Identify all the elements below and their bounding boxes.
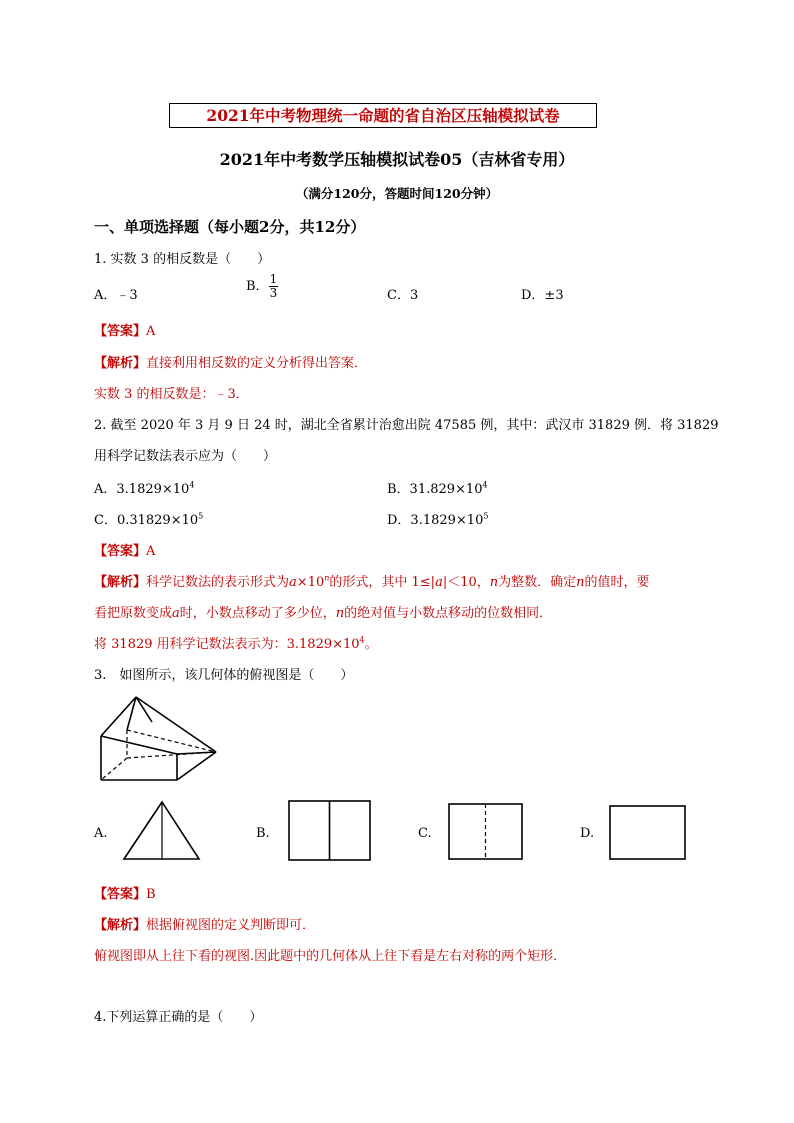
q1-result: 实数 3 的相反数是：﹣3． — [94, 387, 249, 402]
q3-option-a-triangle — [122, 800, 202, 862]
q2-result-base: 将 31829 用科学记数法表示为：3.1829×10 — [94, 637, 360, 652]
q2-option-a-exp: 4 — [189, 480, 195, 490]
q2-analysis-p2: 的形式，其中 1≤| — [329, 575, 436, 590]
q1-option-c: C．3 — [387, 288, 419, 303]
q3-answer — [94, 883, 156, 902]
q3-result: 俯视图即从上往下看的视图.因此题中的几何体从上往下看是左右对称的两个矩形． — [94, 949, 567, 964]
q2-var-a-abs: a — [435, 575, 443, 590]
q2-option-d-base: D．3.1829×10 — [387, 513, 484, 528]
q3-option-a-label: A. — [94, 826, 108, 841]
prism-figure — [96, 694, 221, 784]
analysis-tag: 【解析】 — [94, 575, 147, 590]
analysis-tag: 【解析】 — [94, 918, 147, 933]
q3-option-d-label: D. — [580, 826, 595, 841]
q2-analysis-line1 — [94, 571, 650, 590]
q2-option-c — [94, 509, 203, 528]
q1-option-b-denominator: 3 — [269, 286, 278, 300]
q2-analysis-line2-p2: 时，小数点移动了多少位， — [179, 606, 336, 621]
q2-analysis-line2-p1: 看把原数变成 — [94, 606, 173, 621]
paper-subtitle: （满分120分，答题时间120分钟） — [295, 186, 499, 201]
q2-var-n: n — [489, 575, 499, 590]
q2-result — [94, 633, 378, 652]
q2-result-end: 。 — [364, 637, 378, 652]
q3-option-b-label: B. — [256, 826, 270, 841]
q2-analysis-p1: 科学记数法的表示形式为 — [146, 575, 290, 590]
q3-analysis-text: 根据俯视图的定义判断即可． — [146, 918, 316, 933]
q1-answer-value: A — [146, 324, 156, 339]
q1-option-b-prefix: B． — [246, 279, 269, 294]
q2-option-c-base: C．0.31829×10 — [94, 513, 199, 528]
answer-tag: 【答案】 — [94, 544, 147, 559]
q3-stem: 3. 如图所示，该几何体的俯视图是（ ） — [94, 668, 354, 683]
q1-stem: 1. 实数 3 的相反数是（ ） — [94, 252, 271, 267]
q3-option-c-rectangle-dashed — [448, 803, 524, 861]
analysis-tag: 【解析】 — [94, 356, 147, 371]
q2-analysis-p5: 的值时，要 — [584, 575, 650, 590]
q1-analysis — [94, 352, 367, 371]
q2-analysis-p3: |＜10， — [442, 575, 490, 590]
q2-var-a-2: a — [172, 606, 180, 621]
q2-option-d-exp: 5 — [483, 511, 489, 521]
section-heading: 一、单项选择题（每小题2分，共12分） — [94, 218, 366, 236]
q3-analysis — [94, 914, 315, 933]
q3-option-d-rectangle — [609, 805, 687, 861]
q1-option-b-fraction — [269, 273, 279, 300]
q1-option-b — [246, 273, 278, 300]
q2-option-c-exp: 5 — [198, 511, 204, 521]
q2-option-b-exp: 4 — [482, 480, 488, 490]
q2-analysis-line2-p3: 的绝对值与小数点移动的位数相同． — [344, 606, 553, 621]
q3-option-b-rectangles — [288, 800, 372, 862]
q2-option-b — [387, 478, 488, 497]
q1-option-d: D．±3 — [521, 288, 564, 303]
q2-stem-line1: 2. 截至 2020 年 3 月 9 日 24 时，湖北全省累计治愈出院 47585 例，其中：武汉市 31829 例．将 31829 — [94, 418, 719, 433]
q2-analysis-times: ×10 — [296, 575, 325, 590]
q2-result-exp: 4 — [359, 635, 365, 645]
q2-var-n-exp: n — [324, 573, 330, 583]
q2-option-b-base: B．31.829×10 — [387, 482, 483, 497]
q1-answer — [94, 320, 155, 339]
q1-option-a: A．﹣3 — [94, 288, 138, 303]
q3-answer-value: B — [146, 887, 156, 902]
answer-tag: 【答案】 — [94, 324, 147, 339]
q2-var-a: a — [289, 575, 297, 590]
document-banner: 2021年中考物理统一命题的省自治区压轴模拟试卷 — [169, 103, 597, 128]
answer-tag: 【答案】 — [94, 887, 147, 902]
q2-stem-line2: 用科学记数法表示应为（ ） — [94, 449, 277, 464]
q2-var-n-3: n — [335, 606, 345, 621]
paper-title: 2021年中考数学压轴模拟试卷05（吉林省专用） — [219, 150, 575, 169]
q2-analysis-line2 — [94, 602, 552, 621]
q2-analysis-p4: 为整数．确定 — [498, 575, 577, 590]
q2-answer-value: A — [146, 544, 156, 559]
q3-option-c-label: C. — [418, 826, 432, 841]
q2-answer — [94, 540, 155, 559]
q2-option-d — [387, 509, 488, 528]
q2-option-a — [94, 478, 194, 497]
q4-stem: 4.下列运算正确的是（ ） — [94, 1010, 263, 1025]
q2-var-n-2: n — [576, 575, 585, 590]
q1-analysis-text: 直接利用相反数的定义分析得出答案． — [146, 356, 368, 371]
q1-option-b-numerator: 1 — [269, 272, 278, 286]
q2-option-a-base: A．3.1829×10 — [94, 482, 190, 497]
